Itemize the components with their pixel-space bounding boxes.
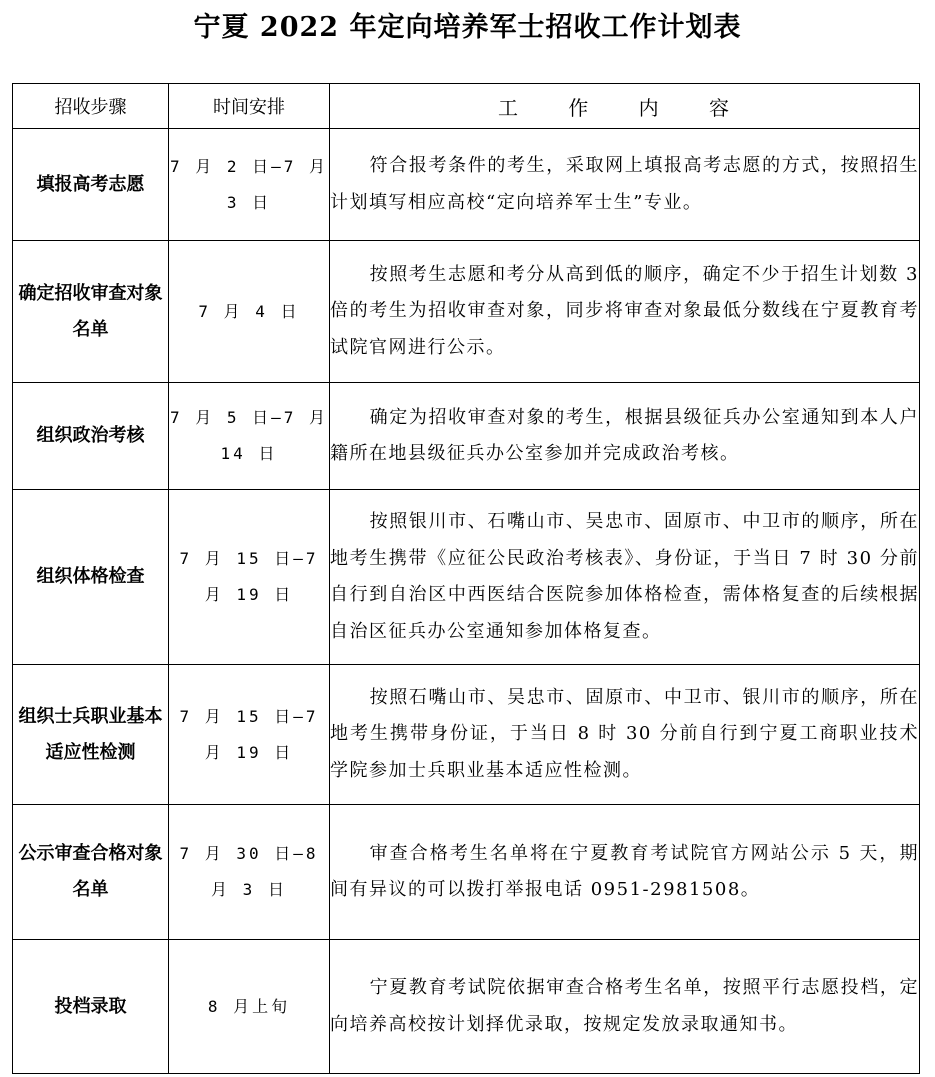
row-step: 确定招收审查对象名单 [13, 241, 169, 383]
row-step: 组织体格检查 [13, 490, 169, 665]
row-time: 7 月 4 日 [169, 241, 330, 383]
row-content: 宁夏教育考试院依据审查合格考生名单，按照平行志愿投档，定向培养高校按计划择优录取，按规定发放录取通知书。 [330, 940, 920, 1074]
table-row [13, 383, 920, 490]
row-time: 7 月 2 日—7 月 3 日 [169, 129, 330, 241]
row-step: 填报高考志愿 [13, 129, 169, 241]
table-row [13, 665, 920, 805]
row-content: 按照考生志愿和考分从高到低的顺序，确定不少于招生计划数 3 倍的考生为招收审查对象，同步将审查对象最低分数线在宁夏教育考试院官网进行公示。 [330, 241, 920, 383]
row-time: 7 月 5 日—7 月 14 日 [169, 383, 330, 490]
row-time: 7 月 15 日—7 月 19 日 [169, 665, 330, 805]
table-row [13, 490, 920, 665]
table-row [13, 805, 920, 940]
recruitment-plan-table [12, 83, 920, 1074]
row-content: 确定为招收审查对象的考生，根据县级征兵办公室通知到本人户籍所在地县级征兵办公室参加并完成政治考核。 [330, 383, 920, 490]
row-time: 7 月 30 日—8 月 3 日 [169, 805, 330, 940]
row-content: 符合报考条件的考生，采取网上填报高考志愿的方式，按照招生计划填写相应高校“定向培养军士生”专业。 [330, 129, 920, 241]
row-time: 8 月上旬 [169, 940, 330, 1074]
table-row [13, 129, 920, 241]
header-time: 时间安排 [169, 84, 330, 129]
table-row [13, 940, 920, 1074]
header-step: 招收步骤 [13, 84, 169, 129]
row-step: 组织政治考核 [13, 383, 169, 490]
row-content: 按照石嘴山市、吴忠市、固原市、中卫市、银川市的顺序，所在地考生携带身份证，于当日 8 时 30 分前自行到宁夏工商职业技术学院参加士兵职业基本适应性检测。 [330, 665, 920, 805]
header-content: 工 作 内 容 [330, 84, 920, 129]
row-step: 投档录取 [13, 940, 169, 1074]
row-content: 按照银川市、石嘴山市、吴忠市、固原市、中卫市的顺序，所在地考生携带《应征公民政治考核表》、身份证，于当日 7 时 30 分前自行到自治区中西医结合医院参加体格检查，需体格复查的后续根据自治区征兵办公室通知参加体格复查。 [330, 490, 920, 665]
row-step: 组织士兵职业基本适应性检测 [13, 665, 169, 805]
table-header-row [13, 84, 920, 129]
row-time: 7 月 15 日—7 月 19 日 [169, 490, 330, 665]
row-step: 公示审查合格对象名单 [13, 805, 169, 940]
table-row [13, 241, 920, 383]
row-content: 审查合格考生名单将在宁夏教育考试院官方网站公示 5 天，期间有异议的可以拨打举报电话 0951-2981508。 [330, 805, 920, 940]
page-title: 宁夏 2022 年定向培养军士招收工作计划表 [193, 12, 742, 43]
